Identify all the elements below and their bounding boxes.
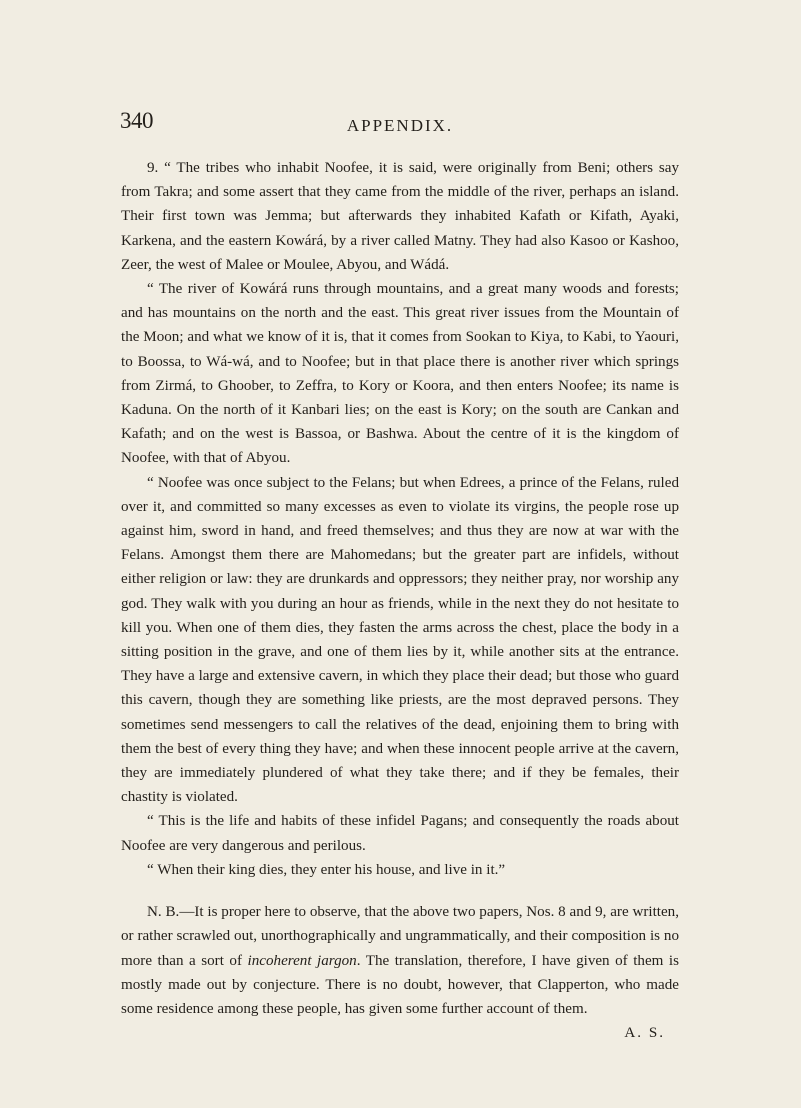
paragraph-pagans: “ This is the life and habits of these infidel Pagans; and consequently the roads about Noofee are very dangerous and perilous. <box>121 813 679 854</box>
page-number: 340 <box>120 108 153 133</box>
paragraph-tribes: 9. “ The tribes who inhabit Noofee, it is said, were originally from Beni; others say from Takra; and some assert that they came from the middle of the river, perhaps an island. Their first town was Jemma; but afterwards they inhabited Kafath or Kifath, Ayaki, Karkena, and the eastern Kowárá, by a river called Matny. They had also Kasoo or Kashoo, Zeer, the west of Malee or Moulee, Abyou, and Wádá. <box>121 160 679 273</box>
running-head: APPENDIX. <box>346 116 454 135</box>
signature: A. S. <box>624 1025 665 1042</box>
page-header <box>120 108 680 138</box>
note-emphasis: incoherent jargon <box>247 952 357 969</box>
editor-note <box>121 900 679 1021</box>
page-body <box>121 156 679 1045</box>
paragraph-felans: “ Noofee was once subject to the Felans; but when Edrees, a prince of the Felans, ruled over it, and committed so many excesses as even to violate its virgins, the people rose up against him, sword in hand, and freed themselves; and thus they are now at war with the Felans. Amongst them there are Mahomedans; but the greater part are infidels, without either religion or law: they are drunkards and oppressors; they neither pray, nor worship any god. They walk with you during an hour as friends, while in the next they do not hesitate to kill you. When one of them dies, they fasten the arms across the chest, place the body in a sitting position in the grave, and one of them lies by it, while another sits at the entrance. They have a large and extensive cavern, in which they place their dead; but those who guard this cavern, though they are something like priests, are the most depraved persons. They sometimes send messengers to call the relatives of the dead, enjoining them to bring with them the best of every thing they have; and when these innocent people arrive at the cavern, they are immediately plundered of what they take there; and if they be females, their chastity is violated. <box>121 474 679 806</box>
note-text-before: N. B.—It is proper here to observe, that the above two papers, Nos. 8 and 9, are written, or rather scrawled out, unorthographically and ungrammatically, and their composition is no more than a sort of <box>121 904 679 969</box>
paragraph-river-kowara: “ The river of Kowárá runs through mountains, and a great many woods and forests; and has mountains on the north and the east. This great river issues from the Mountain of the Moon; and what we know of it is, that it comes from Sookan to Kiya, to Kabi, to Yaouri, to Boossa, to Wá-wá, and to Noofee; but in that place there is another river which springs from Zirmá, to Ghoober, to Zeffra, to Kory or Koora, and then enters Noofee; its name is Kaduna. On the north of it Kanbari lies; on the east is Kory; on the south are Cankan and Kafath; and on the west is Bassoa, or Bashwa. About the centre of it is the kingdom of Noofee, with that of Abyou. <box>121 281 679 467</box>
note-text-after: . The translation, therefore, I have given of them is mostly made out by conjecture. There is no doubt, however, that Clapperton, who made some residence among these people, has given some further account of them. <box>121 952 679 1017</box>
paragraph-king: “ When their king dies, they enter his house, and live in it.” <box>147 861 506 878</box>
